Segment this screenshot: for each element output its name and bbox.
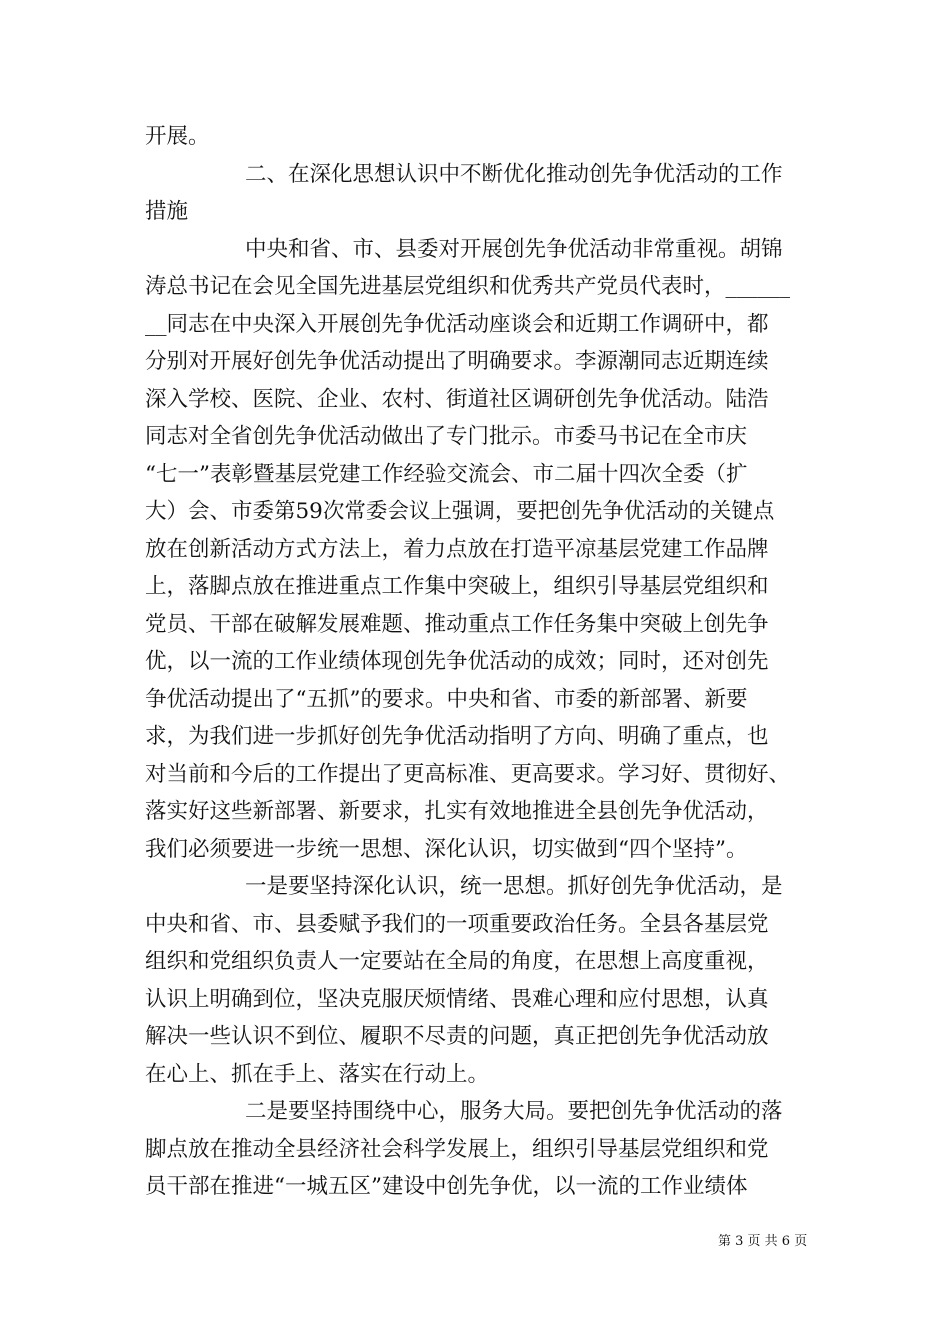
- paragraph-line: 大）会、市委第59次常委会议上强调，要把创先争优活动的关键点: [145, 499, 775, 524]
- paragraph-line: 优，以一流的工作业绩体现创先争优活动的成效；同时，还对创先: [145, 649, 769, 674]
- page-number-footer: 第 3 页 共 6 页: [718, 1234, 808, 1249]
- paragraph-line: 在心上、抓在手上、落实在行动上。: [145, 1062, 490, 1087]
- paragraph-line: __同志在中央深入开展创先争优活动座谈会和近期工作调研中，都: [145, 312, 769, 337]
- paragraph-line: 中央和省、市、县委对开展创先争优活动非常重视。胡锦: [245, 237, 783, 262]
- paragraph-line: 同志对全省创先争优活动做出了专门批示。市委马书记在全市庆: [145, 424, 748, 449]
- paragraph-line: 组织和党组织负责人一定要站在全局的角度，在思想上高度重视，: [145, 949, 769, 974]
- paragraph-line: 求，为我们进一步抓好创先争优活动指明了方向、明确了重点，也: [145, 724, 769, 749]
- section-heading-line: 二、在深化思想认识中不断优化推动创先争优活动的工作: [245, 162, 783, 187]
- paragraph-line: 解决一些认识不到位、履职不尽责的问题，真正把创先争优活动放: [145, 1024, 769, 1049]
- paragraph-line: 一是要坚持深化认识，统一思想。抓好创先争优活动，是: [245, 874, 783, 899]
- section-heading-line: 措施: [145, 199, 189, 224]
- paragraph-line: 争优活动提出了“五抓”的要求。中央和省、市委的新部署、新要: [145, 687, 748, 712]
- paragraph-line: 落实好这些新部署、新要求，扎实有效地推进全县创先争优活动，: [145, 799, 769, 824]
- paragraph-line: 深入学校、医院、企业、农村、街道社区调研创先争优活动。陆浩: [145, 387, 769, 412]
- paragraph-line: 认识上明确到位，坚决克服厌烦情绪、畏难心理和应付思想，认真: [145, 987, 769, 1012]
- paragraph-line: 员干部在推进“一城五区”建设中创先争优，以一流的工作业绩体: [145, 1174, 748, 1199]
- paragraph-line: 中央和省、市、县委赋予我们的一项重要政治任务。全县各基层党: [145, 912, 769, 937]
- paragraph-line: 上，落脚点放在推进重点工作集中突破上，组织引导基层党组织和: [145, 574, 769, 599]
- paragraph-line: “七一”表彰暨基层党建工作经验交流会、市二届十四次全委（扩: [145, 462, 748, 487]
- paragraph-line: 对当前和今后的工作提出了更高标准、更高要求。学习好、贯彻好、: [145, 762, 791, 787]
- paragraph-line: 我们必须要进一步统一思想、深化认识，切实做到“四个坚持”。: [145, 837, 748, 862]
- paragraph-line: 脚点放在推动全县经济社会科学发展上，组织引导基层党组织和党: [145, 1137, 769, 1162]
- text-line: 开展。: [145, 124, 210, 149]
- paragraph-line: 分别对开展好创先争优活动提出了明确要求。李源潮同志近期连续: [145, 349, 769, 374]
- paragraph-line: 放在创新活动方式方法上，着力点放在打造平凉基层党建工作品牌: [145, 537, 769, 562]
- paragraph-line: 二是要坚持围绕中心，服务大局。要把创先争优活动的落: [245, 1099, 783, 1124]
- paragraph-line: 涛总书记在会见全国先进基层党组织和优秀共产党员代表时，______: [145, 274, 791, 299]
- paragraph-line: 党员、干部在破解发展难题、推动重点工作任务集中突破上创先争: [145, 612, 769, 637]
